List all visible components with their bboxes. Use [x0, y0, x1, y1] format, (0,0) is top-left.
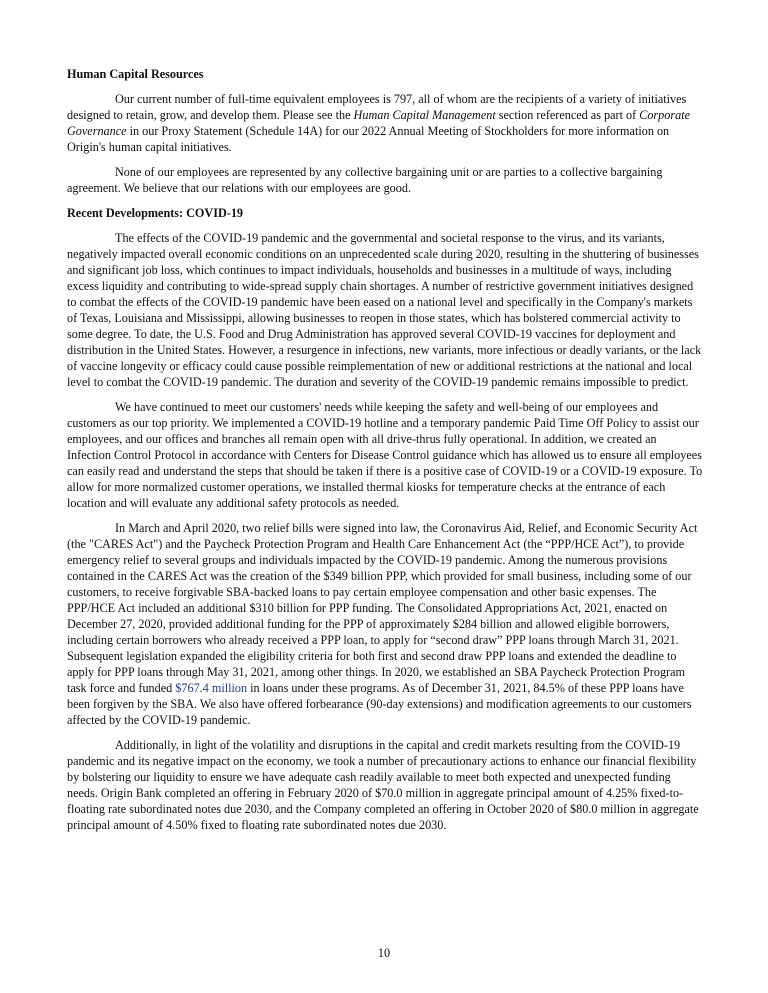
italic-reference: Corporate Governance: [67, 108, 690, 138]
text-run: We have continued to meet our customers' needs while keeping the safety and well-being of our employees and customers as our top priority. We implemented a COVID-19 hotline and a temporary pandemic Paid Time Off Policy to assist our employees, and our offices and branches all remain open with all drive-thrus fully operational. In addition, we created an Infection Control Protocol in accordance with Centers for Disease Control guidance which has allowed us to ensure all employees can easily read and understand the steps that should be taken if there is a positive case of COVID-19 or a COVID-19 exposure. To allow for more normalized customer operations, we installed thermal kiosks for temperature checks at the entrance of each location and will evaluate any additional safety protocols as needed.: [67, 400, 703, 510]
document-page: [67, 66, 703, 842]
text-run: Our current number of full-time equivalent employees is 797, all of whom are the recipients of a variety of initiatives designed to retain, grow, and develop them. Please see the: [67, 92, 687, 122]
text-run: section referenced as part of: [495, 108, 640, 122]
text-run: Additionally, in light of the volatility and disruptions in the capital and credit markets resulting from the COVID-19 pandemic and its negative impact on the economy, we took a number of precautionary actions to enhance our financial flexibility by bolstering our liquidity to ensure we have adequate cash readily available to meet both expected and unexpected funding needs. Origin Bank completed an offering in February 2020 of $70.0 million in aggregate principal amount of 4.25% fixed-to-floating rate subordinated notes due 2030, and the Company completed an offering in October 2020 of $80.0 million in aggregate principal amount of 4.50% fixed to floating rate subordinated notes due 2030.: [67, 738, 699, 832]
section-human-capital: [67, 66, 703, 196]
paragraph: [67, 399, 703, 511]
paragraph: [67, 164, 703, 196]
paragraph: [67, 230, 703, 390]
paragraph: [67, 520, 703, 728]
text-run: None of our employees are represented by any collective bargaining unit or are parties to a collective bargaining agreement. We believe that our relations with our employees are good.: [67, 165, 663, 195]
paragraph: [67, 91, 703, 155]
section-heading: Human Capital Resources: [67, 67, 204, 81]
section-heading: Recent Developments: COVID-19: [67, 206, 244, 220]
text-run: The effects of the COVID-19 pandemic and the governmental and societal response to the virus, and its variants, negatively impacted overall economic conditions on an unprecedented scale during 2020, resulting in the shuttering of businesses and significant job loss, which continues to impact individuals, households and businesses in a multitude of ways, including excess liquidity and contributing to wide-spread supply chain shortages. A number of restrictive government initiatives designed to combat the effects of the COVID-19 pandemic have been eased on a national level and specifically in the Company's markets of Texas, Louisiana and Mississippi, allowing businesses to reopen in those states, which has bolstered commercial activity to some degree. To date, the U.S. Food and Drug Administration has approved several COVID-19 vaccines for deployment and distribution in the United States. However, a resurgence in infections, new variants, more infectious or deadly variants, or the lack of vaccine longevity or efficacy could cause possible reimplementation of new or additional restrictions at the national and local level to combat the COVID-19 pandemic. The duration and severity of the COVID-19 pandemic remains impossible to predict.: [67, 231, 702, 389]
italic-reference: Human Capital Management: [353, 108, 496, 122]
text-run: in our Proxy Statement (Schedule 14A) for our 2022 Annual Meeting of Stockholders for more information on Origin's human capital initiatives.: [67, 124, 670, 154]
paragraph: [67, 737, 703, 833]
page-number: 10: [377, 946, 391, 960]
text-run: in loans under these programs. As of December 31, 2021, 84.5% of these PPP loans have been forgiven by the SBA. We also have offered forbearance (90-day extensions) and modification agreements to our customers affected by the COVID-19 pandemic.: [67, 681, 692, 727]
text-run: In March and April 2020, two relief bills were signed into law, the Coronavirus Aid, Relief, and Economic Security Act (the "CARES Act") and the Paycheck Protection Program and Health Care Enhancement Act (the “PPP/HCE Act”), to provide emergency relief to several groups and individuals impacted by the COVID-19 pandemic. Among the numerous provisions contained in the CARES Act was the creation of the $349 billion PPP, which provided for small business, including some of our customers, to receive forgivable SBA-backed loans to pay certain employee compensation and other basic expenses. The PPP/HCE Act included an additional $310 billion for PPP funding. The Consolidated Appropriations Act, 2021, enacted on December 27, 2020, provided additional funding for the PPP of approximately $284 billion and allowed eligible borrowers, including certain borrowers who already received a PPP loan, to apply for “second draw” PPP loans through March 31, 2021. Subsequent legislation expanded the eligibility criteria for both first and second draw PPP loans and extended the deadline to apply for PPP loans through May 31, 2021, among other things. In 2020, we established an SBA Paycheck Protection Program task force and funded: [67, 521, 698, 695]
section-covid-19: [67, 205, 703, 833]
ppp-funded-amount-link[interactable]: $767.4 million: [175, 681, 248, 695]
